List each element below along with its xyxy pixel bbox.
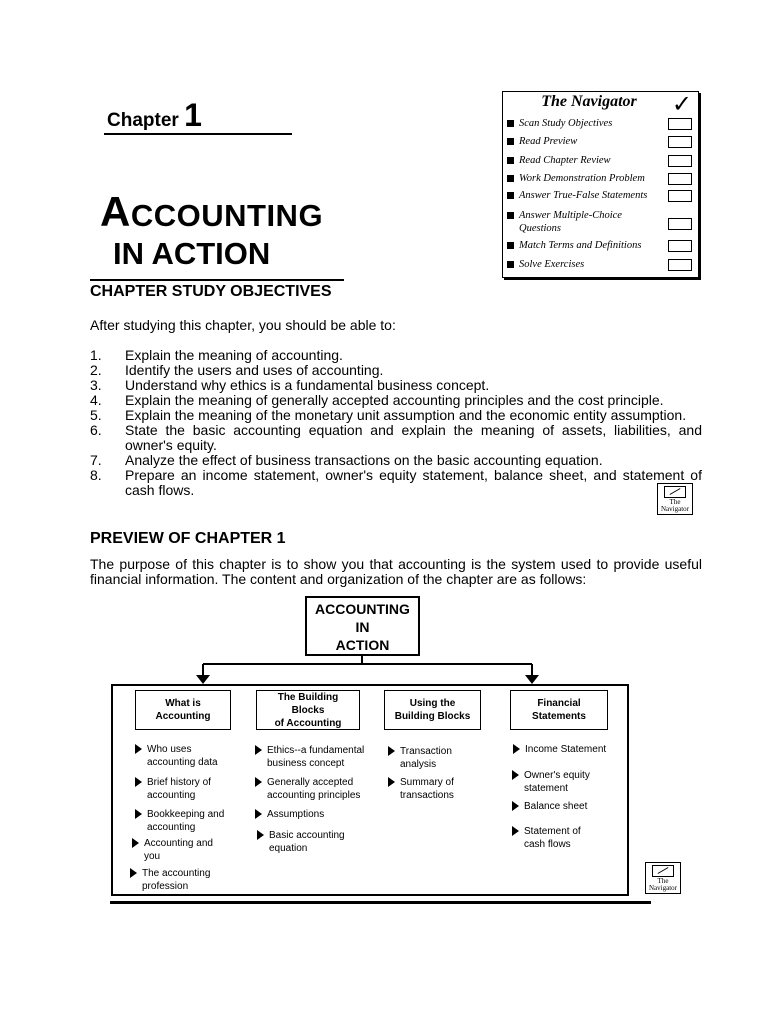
- pencil-icon: [652, 865, 674, 877]
- title-rest: CCOUNTING: [130, 198, 324, 233]
- objectives-intro: After studying this chapter, you should be able to:: [90, 317, 396, 333]
- chart-item: Statement of cash flows: [512, 825, 581, 851]
- objective-item: 7. Analyze the effect of business transactions on the basic accounting equation.: [90, 452, 603, 468]
- chart-root-node: ACCOUNTING IN ACTION: [305, 596, 420, 656]
- column-header-what-is-accounting: What is Accounting: [135, 690, 231, 730]
- chart-item: Basic accounting equation: [257, 829, 345, 855]
- chart-item: Summary of transactions: [388, 776, 454, 802]
- objective-item: 6. State the basic accounting equation and explain the meaning of assets, liabilities, and owner's equity.: [90, 422, 702, 453]
- navigator-title: The Navigator: [541, 93, 637, 110]
- chapter-word: Chapter: [107, 110, 179, 131]
- chart-item: The accounting profession: [130, 867, 210, 893]
- chapter-number: 1: [184, 97, 202, 133]
- objective-item: 2. Identify the users and uses of accounting.: [90, 362, 384, 378]
- title-initial: A: [100, 188, 131, 235]
- bottom-rule: [110, 901, 651, 904]
- column-header-using-building-blocks: Using the Building Blocks: [384, 690, 481, 730]
- chart-item: Who uses accounting data: [135, 743, 218, 769]
- chart-item: Transaction analysis: [388, 745, 452, 771]
- column-header-financial-statements: Financial Statements: [510, 690, 608, 730]
- objectives-heading: CHAPTER STUDY OBJECTIVES: [90, 283, 332, 300]
- navigator-icon[interactable]: The Navigator: [645, 862, 681, 894]
- chart-item: Owner's equity statement: [512, 769, 590, 795]
- chapter-title-line2: IN ACTION: [113, 236, 271, 271]
- chart-item: Assumptions: [255, 808, 324, 821]
- preview-text: The purpose of this chapter is to show you that accounting is the system used to provide useful financial information. The content and organization of the chapter are as follows:: [90, 556, 702, 587]
- chart-item: Bookkeeping and accounting: [135, 808, 224, 834]
- objective-item: 8. Prepare an income statement, owner's equity statement, balance sheet, and statement of cash flows.: [90, 467, 702, 498]
- chart-item: Brief history of accounting: [135, 776, 211, 802]
- checkmark-icon: ✓: [671, 90, 692, 118]
- chart-item: Ethics--a fundamental business concept: [255, 744, 364, 770]
- preview-heading: PREVIEW OF CHAPTER 1: [90, 530, 286, 547]
- chart-item: Income Statement: [513, 743, 606, 756]
- navigator-icon[interactable]: The Navigator: [657, 483, 693, 515]
- objective-item: 1. Explain the meaning of accounting.: [90, 347, 343, 363]
- column-header-building-blocks: The Building Blocks of Accounting: [256, 690, 360, 730]
- objective-item: 5. Explain the meaning of the monetary unit assumption and the economic entity assumption.: [90, 407, 687, 423]
- objective-item: 3. Understand why ethics is a fundamental business concept.: [90, 377, 490, 393]
- chart-item: Generally accepted accounting principles: [255, 776, 360, 802]
- chart-item: Accounting and you: [132, 837, 213, 863]
- navigator-box: The Navigator ✓ Scan Study Objectives Read Preview Read Chapter Review Work Demonstration Problem Answer True-False Statements Answer Multiple-Choice Questions Match Terms and Definitions Solve Exercises: [502, 91, 699, 278]
- objective-item: 4. Explain the meaning of generally accepted accounting principles and the cost principle.: [90, 392, 664, 408]
- chart-item: Balance sheet: [512, 800, 587, 813]
